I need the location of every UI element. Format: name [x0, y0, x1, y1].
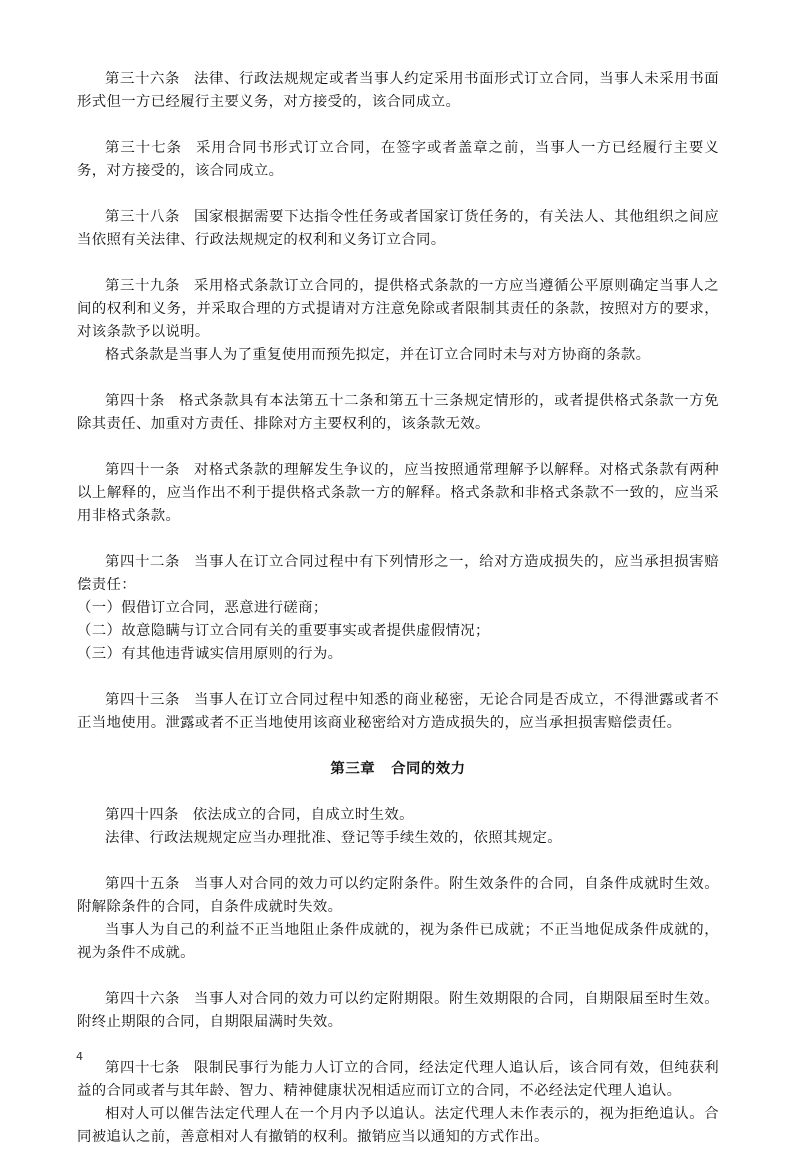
- article-subparagraph: 当事人为自己的利益不正当地阻止条件成就的，视为条件已成就；不正当地促成条件成就的，视为条件不成就。: [77, 922, 719, 961]
- article-text: 对格式条款的理解发生争议的，应当按照通常理解予以解释。对格式条款有两种以上解释的，应当作出不利于提供格式条款一方的解释。格式条款和非格式条款不一致的，应当采用非格式条款。: [77, 462, 719, 524]
- article-number: 第四十四条: [105, 807, 179, 823]
- article-number: 第三十六条: [105, 71, 181, 87]
- article-36: [77, 68, 719, 114]
- article-number: 第三十八条: [105, 209, 181, 225]
- article-number: 第四十条: [105, 393, 166, 409]
- article-text: 格式条款具有本法第五十二条和第五十三条规定情形的，或者提供格式条款一方免除其责任、加重对方责任、排除对方主要权利的，该条款无效。: [77, 393, 719, 432]
- article-number: 第三十九条: [105, 278, 181, 294]
- article-41: [77, 459, 719, 528]
- article-number: 第四十五条: [105, 876, 181, 892]
- chapter-title: 合同的效力: [391, 761, 466, 777]
- chapter-number: 第三章: [330, 761, 376, 777]
- list-item: （二）故意隐瞒与订立合同有关的重要事实或者提供虚假情况；: [77, 623, 490, 639]
- article-text: 当事人对合同的效力可以约定附条件。附生效条件的合同，自条件成就时生效。附解除条件的合同，自条件成就时失效。: [77, 876, 719, 915]
- page-number: 4: [76, 1050, 83, 1063]
- article-text: 限制民事行为能力人订立的合同，经法定代理人追认后，该合同有效，但纯获利益的合同或者与其年龄、智力、精神健康状况相适应而订立的合同，不必经法定代理人追认。: [77, 1060, 719, 1099]
- article-text: 当事人在订立合同过程中有下列情形之一，给对方造成损失的，应当承担损害赔偿责任：: [77, 554, 719, 593]
- article-text: 法律、行政法规规定或者当事人约定采用书面形式订立合同，当事人未采用书面形式但一方已经履行主要义务，对方接受的，该合同成立。: [77, 71, 719, 110]
- article-subparagraph: 相对人可以催告法定代理人在一个月内予以追认。法定代理人未作表示的，视为拒绝追认。合同被追认之前，善意相对人有撤销的权利。撤销应当以通知的方式作出。: [77, 1106, 719, 1145]
- document-page: [77, 68, 719, 1172]
- article-42: [77, 551, 719, 666]
- list-item: （三）有其他违背诚实信用原则的行为。: [77, 646, 343, 662]
- article-number: 第四十三条: [105, 692, 181, 708]
- article-subparagraph: 法律、行政法规规定应当办理批准、登记等手续生效的，依照其规定。: [105, 830, 562, 846]
- article-39: [77, 275, 719, 367]
- article-number: 第四十七条: [105, 1060, 181, 1076]
- article-43: [77, 689, 719, 735]
- article-number: 第四十二条: [105, 554, 181, 570]
- article-40: [77, 390, 719, 436]
- article-text: 国家根据需要下达指令性任务或者国家订货任务的，有关法人、其他组织之间应当依照有关法律、行政法规规定的权利和义务订立合同。: [77, 209, 719, 248]
- article-47: [77, 1057, 719, 1149]
- article-number: 第四十六条: [105, 991, 181, 1007]
- article-37: [77, 137, 719, 183]
- list-item: （一）假借订立合同，恶意进行磋商；: [77, 600, 328, 616]
- article-text: 采用合同书形式订立合同，在签字或者盖章之前，当事人一方已经履行主要义务，对方接受的，该合同成立。: [77, 140, 719, 179]
- article-text: 采用格式条款订立合同的，提供格式条款的一方应当遵循公平原则确定当事人之间的权利和义务，并采取合理的方式提请对方注意免除或者限制其责任的条款，按照对方的要求，对该条款予以说明。: [77, 278, 719, 340]
- article-subparagraph: 格式条款是当事人为了重复使用而预先拟定，并在订立合同时未与对方协商的条款。: [105, 347, 651, 363]
- article-text: 当事人对合同的效力可以约定附期限。附生效期限的合同，自期限届至时生效。附终止期限的合同，自期限届满时失效。: [77, 991, 719, 1030]
- article-46: [77, 988, 719, 1034]
- article-text: 当事人在订立合同过程中知悉的商业秘密，无论合同是否成立，不得泄露或者不正当地使用。泄露或者不正当地使用该商业秘密给对方造成损失的，应当承担损害赔偿责任。: [77, 692, 719, 731]
- article-number: 第三十七条: [105, 140, 183, 156]
- article-number: 第四十一条: [105, 462, 181, 478]
- article-text: 依法成立的合同，自成立时生效。: [192, 807, 414, 823]
- article-45: [77, 873, 719, 965]
- chapter-heading: [77, 758, 719, 781]
- article-38: [77, 206, 719, 252]
- article-44: [77, 804, 719, 850]
